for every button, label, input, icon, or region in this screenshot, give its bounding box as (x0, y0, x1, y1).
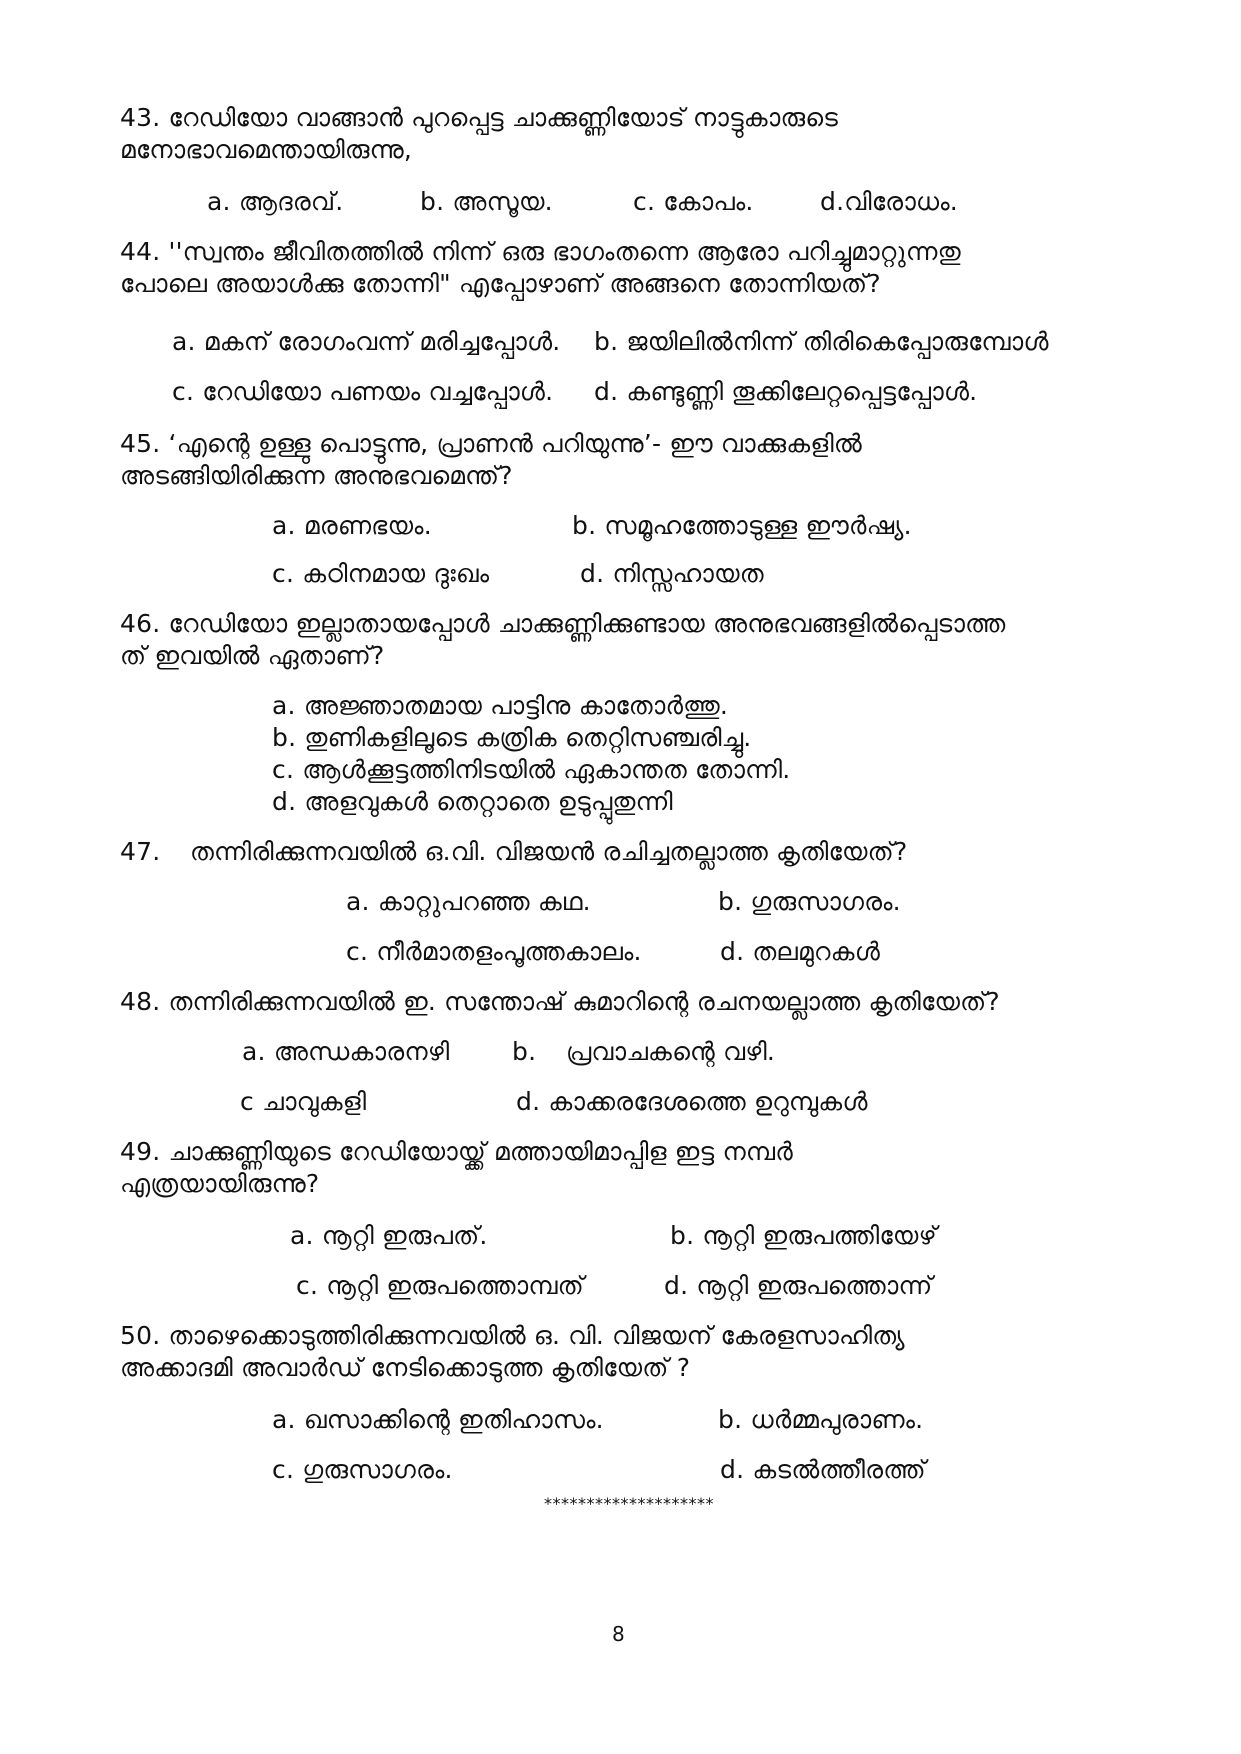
question-46-line-2: ത് ഇവയിൽ ഏതാണ്? (120, 641, 385, 670)
question-45-option-c: c. കഠിനമായ ദുഃഖം (272, 559, 490, 588)
question-48-option-a: a. അന്ധകാരനഴി (242, 1037, 450, 1066)
question-43-option-d: d.വിരോധം. (820, 187, 958, 216)
question-43-option-b: b. അസൂയ. (420, 187, 553, 216)
question-43-line-1: 43. റേഡിയോ വാങ്ങാൻ പുറപ്പെട്ട ചാക്കുണ്ണിയോട് നാട്ടുകാരുടെ (120, 103, 839, 132)
question-49-line-1: 49. ചാക്കുണ്ണിയുടെ റേഡിയോയ്ക്ക് മത്തായിമാപ്പിള ഇട്ട നമ്പർ (120, 1137, 793, 1166)
question-45-option-b: b. സമൂഹത്തോടുള്ള ഈർഷ്യ. (572, 511, 912, 540)
question-49-option-d: d. നൂറ്റി ഇരുപത്തൊന്ന് (664, 1271, 933, 1300)
question-44-option-a: a. മകന് രോഗംവന്ന് മരിച്ചപ്പോൾ. (172, 327, 561, 356)
question-45-option-a: a. മരണഭയം. (272, 511, 432, 540)
question-49-option-b: b. നൂറ്റി ഇരുപത്തിയേഴ് (670, 1221, 937, 1250)
question-46-option-d: d. അളവുകൾ തെറ്റാതെ ഉടുപ്പുതുന്നി (272, 787, 673, 816)
question-48-option-b: പ്രവാചകന്റെ വഴി. (566, 1037, 776, 1066)
question-45-line-2: അടങ്ങിയിരിക്കുന്ന അനുഭവമെന്ത്? (120, 461, 513, 490)
question-48-option-d: d. കാക്കരദേശത്തെ ഉറുമ്പുകൾ (516, 1087, 868, 1116)
question-44-option-d: d. കണ്ടുണ്ണി തൂക്കിലേറ്റപ്പെട്ടപ്പോൾ. (594, 377, 978, 406)
question-44-line-2: പോലെ അയാൾക്കു തോന്നി" എപ്പോഴാണ് അങ്ങനെ തോന്നിയത്? (120, 269, 881, 298)
question-48-line-1: 48. തന്നിരിക്കുന്നവയിൽ ഇ. സന്തോഷ് കുമാറിന്റെ രചനയല്ലാത്ത കൃതിയേത്? (120, 987, 1000, 1016)
question-45-option-d: d. നിസ്സഹായത (580, 559, 764, 588)
question-50-option-c: c. ഗുരുസാഗരം. (272, 1455, 453, 1484)
question-44-line-1: 44. ''സ്വന്തം ജീവിതത്തിൽ നിന്ന് ഒരു ഭാഗംതന്നെ ആരോ പറിച്ചുമാറ്റുന്നതു (120, 237, 961, 266)
page-number: 8 (612, 1622, 625, 1646)
question-48-option-b-label: b. (512, 1037, 537, 1066)
question-47-option-b: b. ഗുരുസാഗരം. (718, 887, 901, 916)
question-49-option-a: a. നൂറ്റി ഇരുപത്. (290, 1221, 488, 1250)
question-44-option-c: c. റേഡിയോ പണയം വച്ചപ്പോൾ. (172, 377, 554, 406)
question-47-line-1: തന്നിരിക്കുന്നവയിൽ ഒ.വി. വിജയൻ രചിച്ചതല്ലാത്ത കൃതിയേത്? (190, 837, 908, 866)
question-46-line-1: 46. റേഡിയോ ഇല്ലാതായപ്പോൾ ചാക്കുണ്ണിക്കുണ്ടായ അനുഭവങ്ങളിൽപ്പെടാത്ത (120, 609, 1006, 638)
question-50-option-d: d. കടൽത്തീരത്ത് (720, 1455, 926, 1484)
question-48-option-c: c ചാവുകളി (240, 1087, 367, 1116)
question-43-option-a: a. ആദരവ്. (207, 187, 344, 216)
question-44-option-b: b. ജയിലിൽനിന്ന് തിരികെപ്പോരുമ്പോൾ (594, 327, 1049, 356)
question-46-option-a: a. അജ്ഞാതമായ പാട്ടിനു കാതോർത്തു. (272, 691, 729, 720)
question-49-line-2: എത്രയായിരുന്നു? (120, 1169, 320, 1198)
question-47-number: 47. (120, 837, 161, 866)
question-50-option-a: a. ഖസാക്കിന്റെ ഇതിഹാസം. (272, 1405, 604, 1434)
question-45-line-1: 45. ‘എന്റെ ഉള്ളു പൊട്ടുന്നു, പ്രാണൻ പറിയുന്നു’- ഈ വാക്കുകളിൽ (120, 429, 862, 458)
question-47-option-d: d. തലമുറകൾ (720, 937, 880, 966)
question-46-option-b: b. തുണികളിലൂടെ കത്രിക തെറ്റിസഞ്ചരിച്ചു. (272, 723, 752, 752)
question-50-line-1: 50. താഴെക്കൊടുത്തിരിക്കുന്നവയിൽ ഒ. വി. വിജയന് കേരളസാഹിത്യ (120, 1321, 905, 1350)
question-46-option-c: c. ആൾക്കൂട്ടത്തിനിടയിൽ ഏകാന്തത തോന്നി. (272, 755, 791, 784)
question-49-option-c: c. നൂറ്റി ഇരുപത്തൊമ്പത് (296, 1271, 584, 1300)
question-50-option-b: b. ധർമ്മപുരാണം. (718, 1405, 924, 1434)
question-43-line-2: മനോഭാവമെന്തായിരുന്നു, (120, 135, 413, 164)
question-47-option-a: a. കാറ്റുപറഞ്ഞ കഥ. (346, 887, 591, 916)
question-43-option-c: c. കോപം. (633, 187, 754, 216)
question-50-line-2: അക്കാദമി അവാർഡ് നേടിക്കൊടുത്ത കൃതിയേത് ? (120, 1353, 691, 1382)
question-47-option-c: c. നീർമാതളംപൂത്തകാലം. (346, 937, 642, 966)
end-separator: ******************** (544, 1494, 714, 1513)
